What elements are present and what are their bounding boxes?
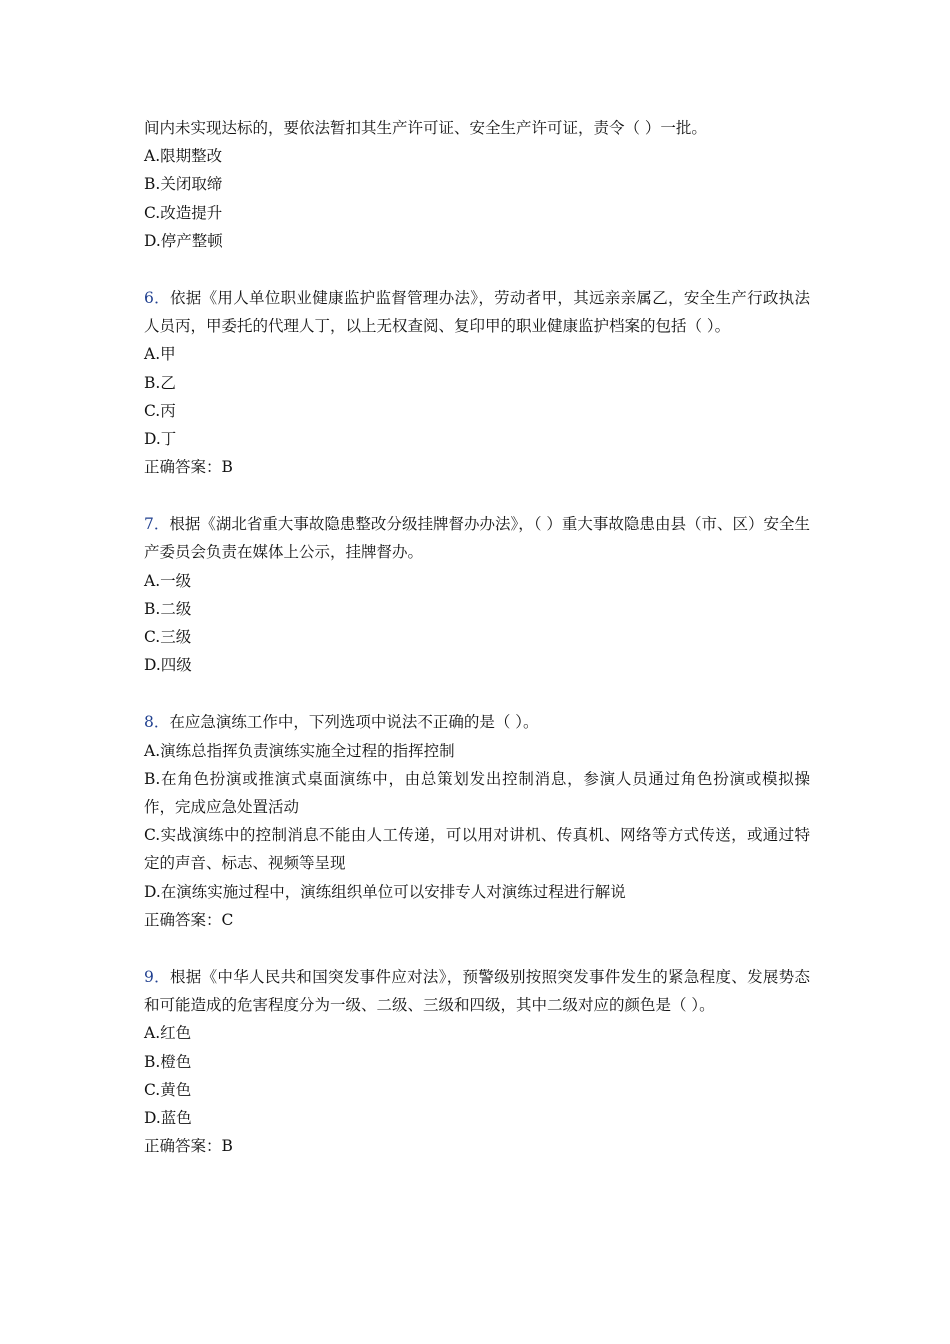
question-6 bbox=[144, 284, 810, 481]
option-c: C.三级 bbox=[144, 628, 192, 647]
question-number: 6． bbox=[144, 288, 170, 307]
spacer bbox=[144, 255, 810, 284]
question-9 bbox=[144, 963, 810, 1160]
question-7 bbox=[144, 510, 810, 679]
spacer bbox=[144, 934, 810, 963]
question-stem bbox=[144, 510, 810, 566]
option-d: D.停产整顿 bbox=[144, 231, 223, 250]
question-5 bbox=[144, 114, 810, 255]
option-d: D.四级 bbox=[144, 656, 192, 675]
option-a: A.一级 bbox=[144, 571, 192, 590]
option-a: A.红色 bbox=[144, 1024, 192, 1043]
option-d: D.在演练实施过程中，演练组织单位可以安排专人对演练过程进行解说 bbox=[144, 882, 626, 901]
spacer bbox=[144, 679, 810, 708]
question-number: 7． bbox=[144, 515, 170, 534]
option-b: B.在角色扮演或推演式桌面演练中，由总策划发出控制消息，参演人员通过角色扮演或模拟操作，完成应急处置活动 bbox=[144, 769, 810, 817]
option-d: D.蓝色 bbox=[144, 1109, 192, 1128]
question-text: 在应急演练工作中，下列选项中说法不正确的是（ ）。 bbox=[169, 713, 539, 732]
option-d: D.丁 bbox=[144, 429, 177, 448]
option-b: B.二级 bbox=[144, 599, 192, 618]
question-text: 根据《中华人民共和国突发事件应对法》，预警级别按照突发事件发生的紧急程度、发展势态和可能造成的危害程度分为一级、二级、三级和四级，其中二级对应的颜色是（ ）。 bbox=[144, 968, 810, 1015]
correct-answer: 正确答案：C bbox=[144, 910, 234, 929]
option-c: C.丙 bbox=[144, 401, 176, 420]
correct-answer: 正确答案：B bbox=[144, 458, 233, 477]
question-number: 8． bbox=[144, 713, 170, 732]
option-b: B.橙色 bbox=[144, 1052, 192, 1071]
option-a: A.演练总指挥负责演练实施全过程的指挥控制 bbox=[144, 741, 455, 760]
question-stem bbox=[144, 708, 810, 736]
question-number: 9． bbox=[144, 968, 170, 987]
option-a: A.甲 bbox=[144, 345, 176, 364]
spacer bbox=[144, 481, 810, 510]
option-c: C.实战演练中的控制消息不能由人工传递，可以用对讲机、传真机、网络等方式传送，或通过特定的声音、标志、视频等呈现 bbox=[144, 826, 810, 873]
option-a: A.限期整改 bbox=[144, 147, 223, 166]
option-b: B.乙 bbox=[144, 373, 176, 392]
question-stem bbox=[144, 284, 810, 340]
document-page bbox=[144, 114, 810, 1160]
question-text: 根据《湖北省重大事故隐患整改分级挂牌督办办法》，（ ）重大事故隐患由县（市、区）安全生产委员会负责在媒体上公示，挂牌督办。 bbox=[144, 515, 810, 562]
option-c: C.黄色 bbox=[144, 1080, 192, 1099]
correct-answer: 正确答案：B bbox=[144, 1137, 233, 1156]
option-b: B.关闭取缔 bbox=[144, 175, 223, 194]
question-8 bbox=[144, 708, 810, 934]
option-c: C.改造提升 bbox=[144, 203, 223, 222]
question-text: 依据《用人单位职业健康监护监督管理办法》，劳动者甲，其远亲亲属乙，安全生产行政执法人员丙，甲委托的代理人丁，以上无权查阅、复印甲的职业健康监护档案的包括（ ）。 bbox=[144, 288, 810, 336]
question-stem bbox=[144, 963, 810, 1019]
question-stem: 间内未实现达标的，要依法暂扣其生产许可证、安全生产许可证，责令（ ）一批。 bbox=[144, 119, 707, 137]
